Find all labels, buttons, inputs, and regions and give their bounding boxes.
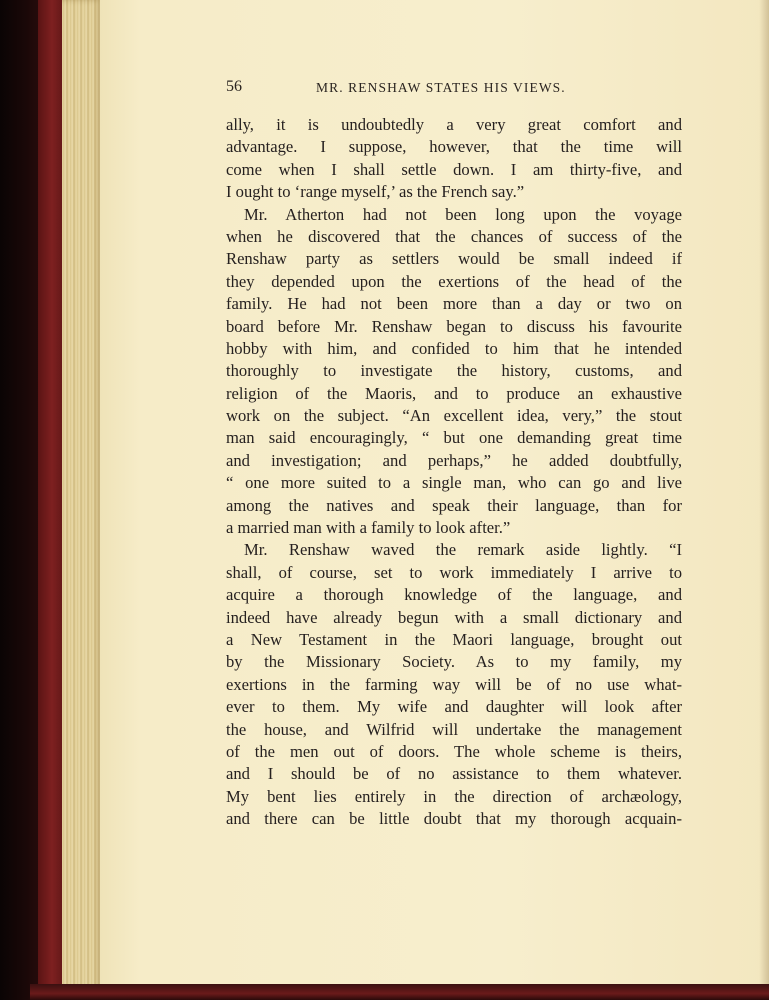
text-line: when he discovered that the chances of success of the — [226, 226, 682, 246]
text-line: work on the subject. “An excellent idea, very,” the stout — [226, 406, 682, 426]
text-line: I ought to ‘range myself,’ as the French say.” — [226, 182, 525, 202]
page-right-edge-shadow — [759, 0, 769, 988]
text-line: “ one more suited to a single man, who can go and live — [226, 473, 682, 493]
text-line: My bent lies entirely in the direction of archæology, — [226, 786, 682, 806]
book-cover-bottom — [30, 984, 769, 1000]
text-line: man said encouragingly, “ but one demanding great time — [226, 428, 682, 448]
page-edges — [62, 0, 102, 990]
text-line: religion of the Maoris, and to produce an exhaustive — [226, 383, 682, 403]
text-line: among the natives and speak their language, than for — [226, 495, 682, 515]
text-line: board before Mr. Renshaw began to discuss his favourite — [226, 316, 682, 336]
text-line: ally, it is undoubtedly a very great comfort and — [226, 115, 682, 134]
text-line: a New Testament in the Maori language, brought out — [226, 629, 682, 649]
text-line: ever to them. My wife and daughter will look after — [226, 697, 682, 717]
text-line: Mr. Renshaw waved the remark aside lightly. “I — [244, 540, 682, 560]
text-line: Renshaw party as settlers would be small indeed if — [226, 249, 682, 269]
text-line: shall, of course, set to work immediately I arrive to — [226, 562, 682, 582]
text-line: thoroughly to investigate the history, customs, and — [226, 361, 682, 381]
running-head — [226, 78, 682, 100]
text-line: and investigation; and perhaps,” he added doubtfully, — [226, 450, 682, 470]
text-line: the house, and Wilfrid will undertake the management — [226, 719, 682, 739]
text-line: they depended upon the exertions of the head of the — [226, 271, 682, 291]
text-line: family. He had not been more than a day or two on — [226, 294, 682, 314]
text-line: advantage. I suppose, however, that the time will — [226, 137, 682, 157]
text-line: acquire a thorough knowledge of the language, and — [226, 585, 682, 605]
text-line: a married man with a family to look after.” — [226, 518, 511, 538]
body-text — [226, 114, 682, 831]
text-line: of the men out of doors. The whole scheme is theirs, — [226, 741, 682, 761]
chapter-running-title: MR. RENSHAW STATES HIS VIEWS. — [316, 80, 566, 95]
text-line: come when I shall settle down. I am thirty-five, and — [226, 159, 682, 179]
text-line: and I should be of no assistance to them whatever. — [226, 764, 682, 784]
text-line: by the Missionary Society. As to my family, my — [226, 652, 682, 672]
page-number: 56 — [226, 78, 242, 95]
text-line: exertions in the farming way will be of no use what- — [226, 674, 682, 694]
text-line: and there can be little doubt that my thorough acquain- — [226, 809, 682, 829]
text-line: Mr. Atherton had not been long upon the voyage — [244, 204, 682, 224]
text-line: hobby with him, and confided to him that he intended — [226, 338, 682, 358]
text-line: indeed have already begun with a small dictionary and — [226, 607, 682, 627]
